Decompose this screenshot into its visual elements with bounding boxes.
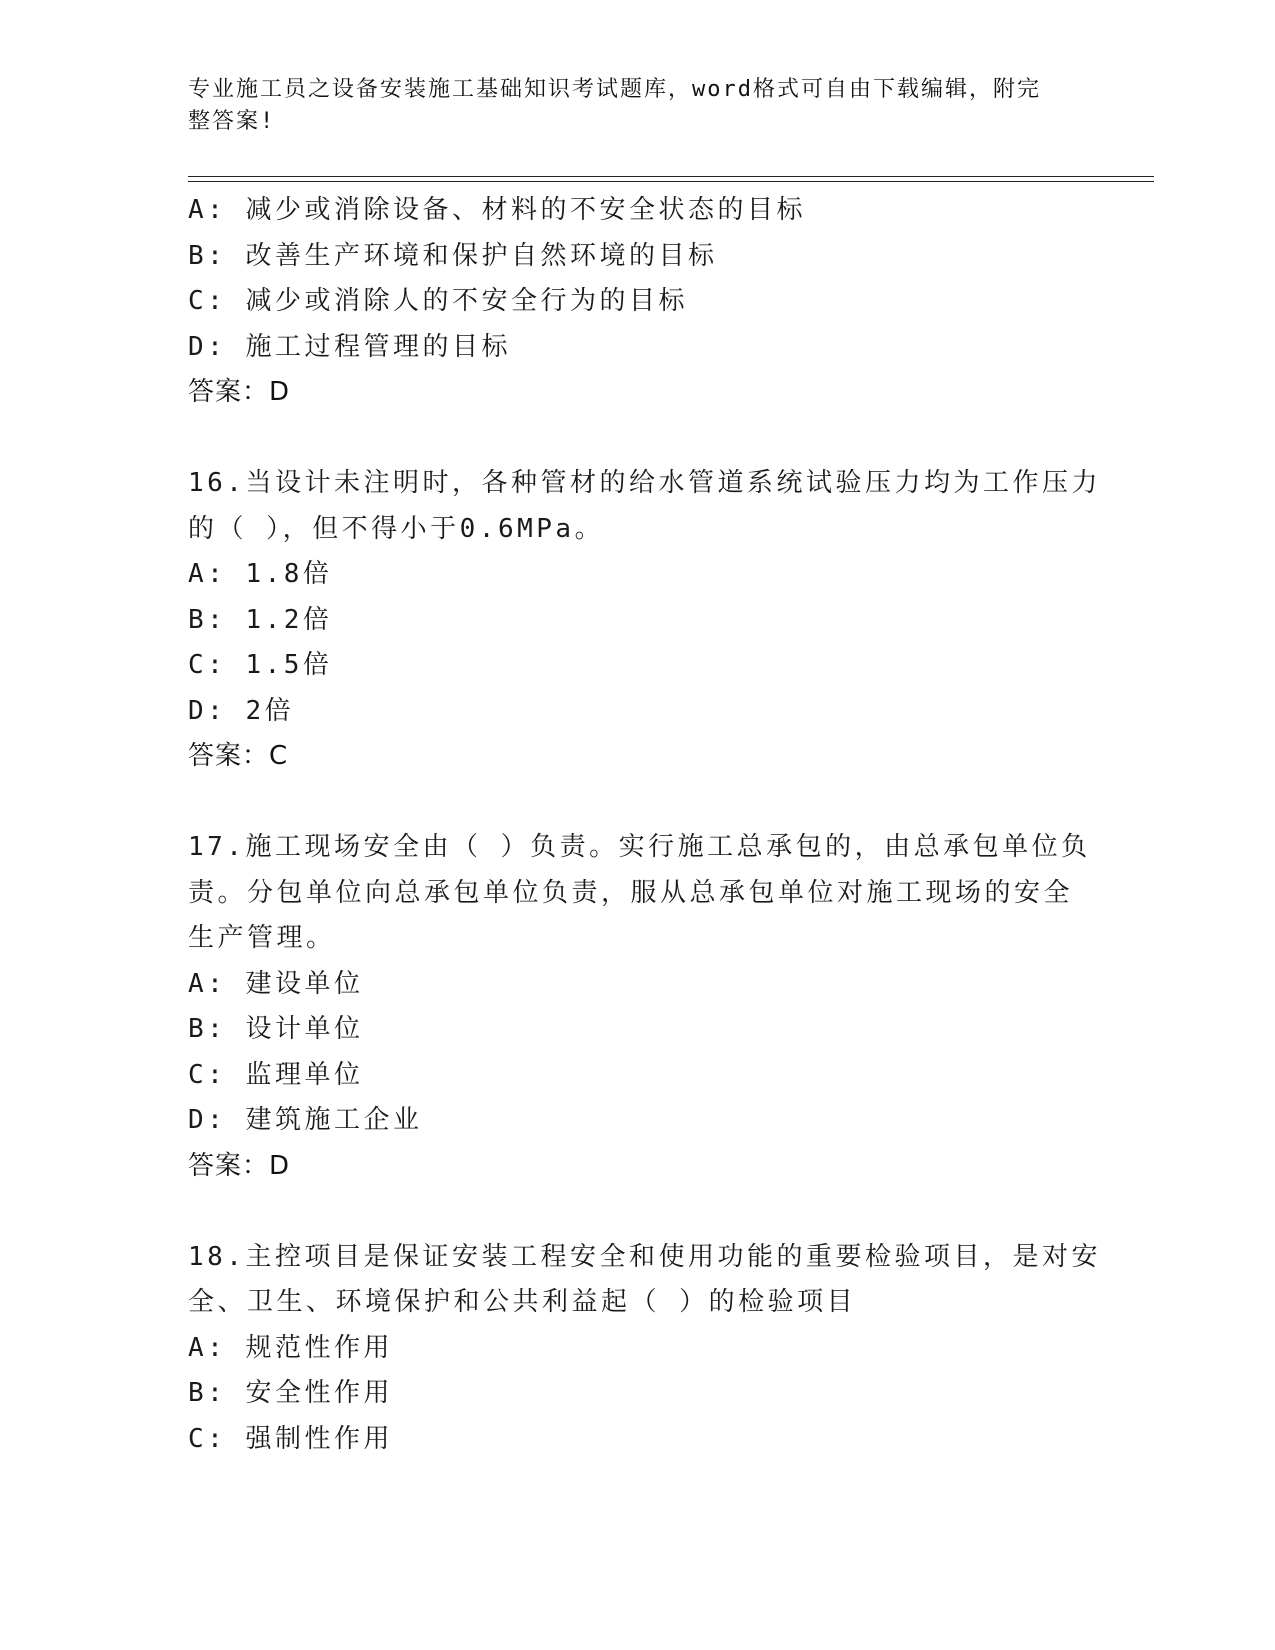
option-b: B: 1.2倍 <box>188 604 333 635</box>
option-d: D: 2倍 <box>188 695 295 726</box>
option-d: D: 建筑施工企业 <box>188 1105 423 1135</box>
option-a: A: 1.8倍 <box>188 559 333 589</box>
question-stem-line: 18.主控项目是保证安装工程安全和使用功能的重要检验项目，是对安 <box>188 1241 1101 1272</box>
question-18 <box>188 1235 1101 1463</box>
header-line-1: 专业施工员之设备安装施工基础知识考试题库，word格式可自由下载编辑，附完 <box>188 77 1041 102</box>
option-a: A: 减少或消除设备、材料的不安全状态的目标 <box>188 195 806 225</box>
header-divider-bottom <box>188 181 1154 182</box>
question-stem-line: 责。分包单位向总承包单位负责，服从总承包单位对施工现场的安全 <box>188 877 1074 908</box>
header-line-2: 整答案! <box>188 109 276 134</box>
option-a: A: 建设单位 <box>188 968 364 999</box>
answer-line: 答案：D <box>188 377 291 407</box>
option-b: B: 安全性作用 <box>188 1378 393 1408</box>
question-16 <box>188 461 1101 780</box>
document-header <box>188 74 1068 138</box>
question-stem-line: 生产管理。 <box>188 923 336 953</box>
question-stem-line: 的（ ），但不得小于0.6MPa。 <box>188 513 605 544</box>
spacer <box>188 1189 1088 1235</box>
spacer <box>188 780 1088 826</box>
option-a: A: 规范性作用 <box>188 1332 393 1363</box>
question-17 <box>188 825 1091 1189</box>
header-divider-top <box>188 176 1154 177</box>
question-list <box>188 188 1101 1462</box>
question-stem-line: 16.当设计未注明时，各种管材的给水管道系统试验压力均为工作压力 <box>188 468 1101 498</box>
option-c: C: 监理单位 <box>188 1059 364 1090</box>
option-b: B: 改善生产环境和保护自然环境的目标 <box>188 240 718 271</box>
option-c: C: 1.5倍 <box>188 650 333 680</box>
question-stem-line: 全、卫生、环境保护和公共利益起（ ）的检验项目 <box>188 1287 857 1317</box>
option-c: C: 强制性作用 <box>188 1423 393 1454</box>
spacer <box>188 416 1088 462</box>
answer-line: 答案：D <box>188 1150 291 1181</box>
answer-line: 答案：C <box>188 741 289 771</box>
question-stem-line: 17.施工现场安全由（ ）负责。实行施工总承包的，由总承包单位负 <box>188 832 1091 862</box>
option-d: D: 施工过程管理的目标 <box>188 331 511 362</box>
option-b: B: 设计单位 <box>188 1014 364 1044</box>
option-c: C: 减少或消除人的不安全行为的目标 <box>188 286 688 316</box>
question-15 <box>188 188 1088 416</box>
